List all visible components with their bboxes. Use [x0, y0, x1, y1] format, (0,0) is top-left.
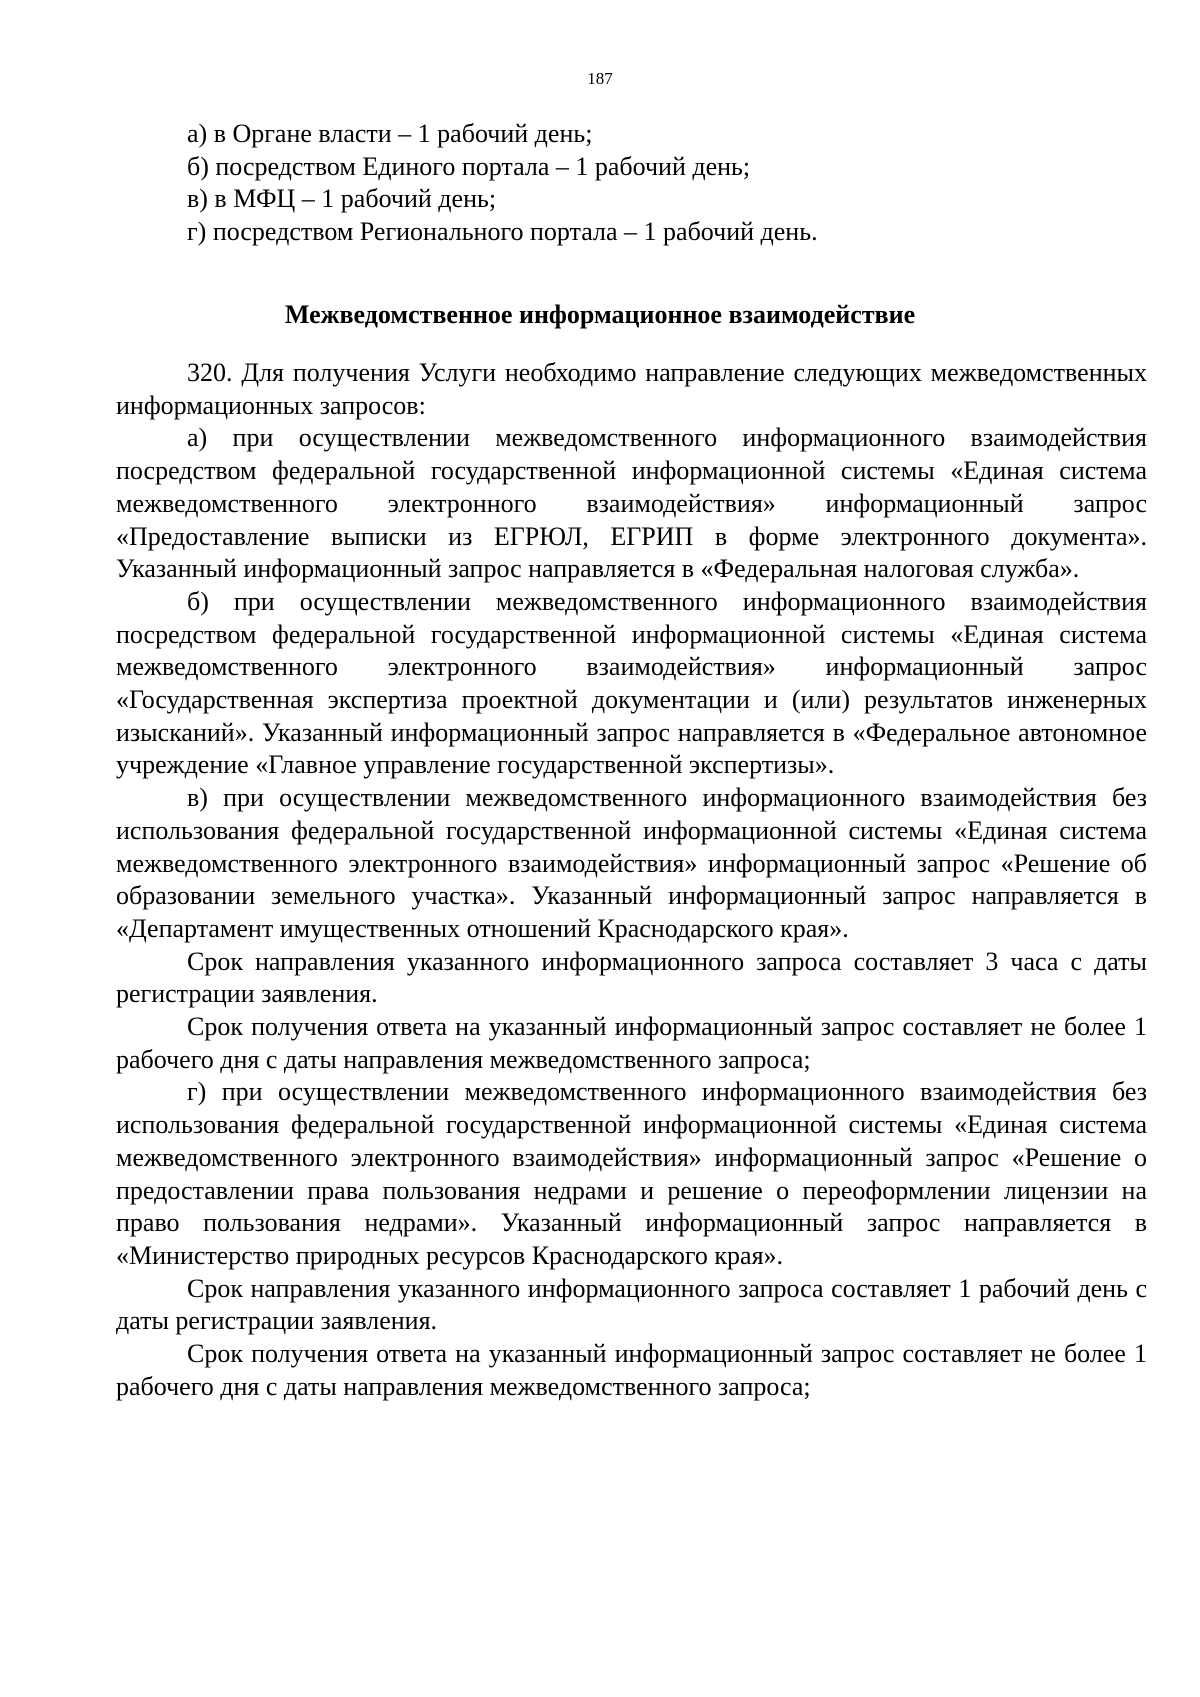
paragraph: б) при осуществлении межведомственного информационного взаимодействия посредством федеральной государственной информационной системы «Единая система межведомственного электронного взаимодействия» информационный запрос «Государственная экспертиза проектной документации и (или) результатов инженерных изысканий». Указанный информационный запрос направляется в «Федеральное автономное учреждение «Главное управление государственной экспертизы». — [116, 586, 1147, 780]
paragraph: Срок получения ответа на указанный информационный запрос составляет не более 1 рабочего дня с даты направления межведомственного запроса; — [116, 1012, 1147, 1074]
body-text — [116, 357, 1147, 1404]
page-number: 187 — [587, 69, 613, 88]
list-item: в) в МФЦ – 1 рабочий день; — [187, 184, 497, 214]
list-item: а) в Органе власти – 1 рабочий день; — [187, 119, 593, 148]
paragraph: Срок направления указанного информационного запроса составляет 3 часа с даты регистрации заявления. — [116, 946, 1147, 1009]
list-item: г) посредством Регионального портала – 1 рабочий день. — [187, 217, 818, 247]
paragraph: 320. Для получения Услуги необходимо направление следующих межведомственных информационных запросов: — [116, 358, 1147, 420]
deadline-list — [187, 118, 1087, 249]
paragraph: а) при осуществлении межведомственного информационного взаимодействия посредством федеральной государственной информационной системы «Единая система межведомственного электронного взаимодействия» информационный запрос «Предоставление выписки из ЕГРЮЛ, ЕГРИП в форме электронного документа». Указанный информационный запрос направляется в «Федеральная налоговая служба». — [116, 423, 1147, 584]
paragraph: Срок получения ответа на указанный информационный запрос составляет не более 1 рабочего дня с даты направления межведомственного запроса; — [116, 1339, 1147, 1401]
paragraph: Срок направления указанного информационного запроса составляет 1 рабочий день с даты регистрации заявления. — [116, 1273, 1147, 1336]
list-item: б) посредством Единого портала – 1 рабочий день; — [187, 151, 751, 181]
paragraph: г) при осуществлении межведомственного информационного взаимодействия без использования федеральной государственной информационной системы «Единая система межведомственного электронного взаимодействия» информационный запрос «Решение о предоставлении права пользования недрами и решение о переоформлении лицензии на право пользования недрами». Указанный информационный запрос направляется в «Министерство природных ресурсов Краснодарского края». — [116, 1077, 1147, 1270]
paragraph: в) при осуществлении межведомственного информационного взаимодействия без использования федеральной государственной информационной системы «Единая система межведомственного электронного взаимодействия» информационный запрос «Решение об образовании земельного участка». Указанный информационный запрос направляется в «Департамент имущественных отношений Краснодарского края». — [116, 783, 1147, 943]
section-heading: Межведомственное информационное взаимодействие — [284, 300, 916, 329]
